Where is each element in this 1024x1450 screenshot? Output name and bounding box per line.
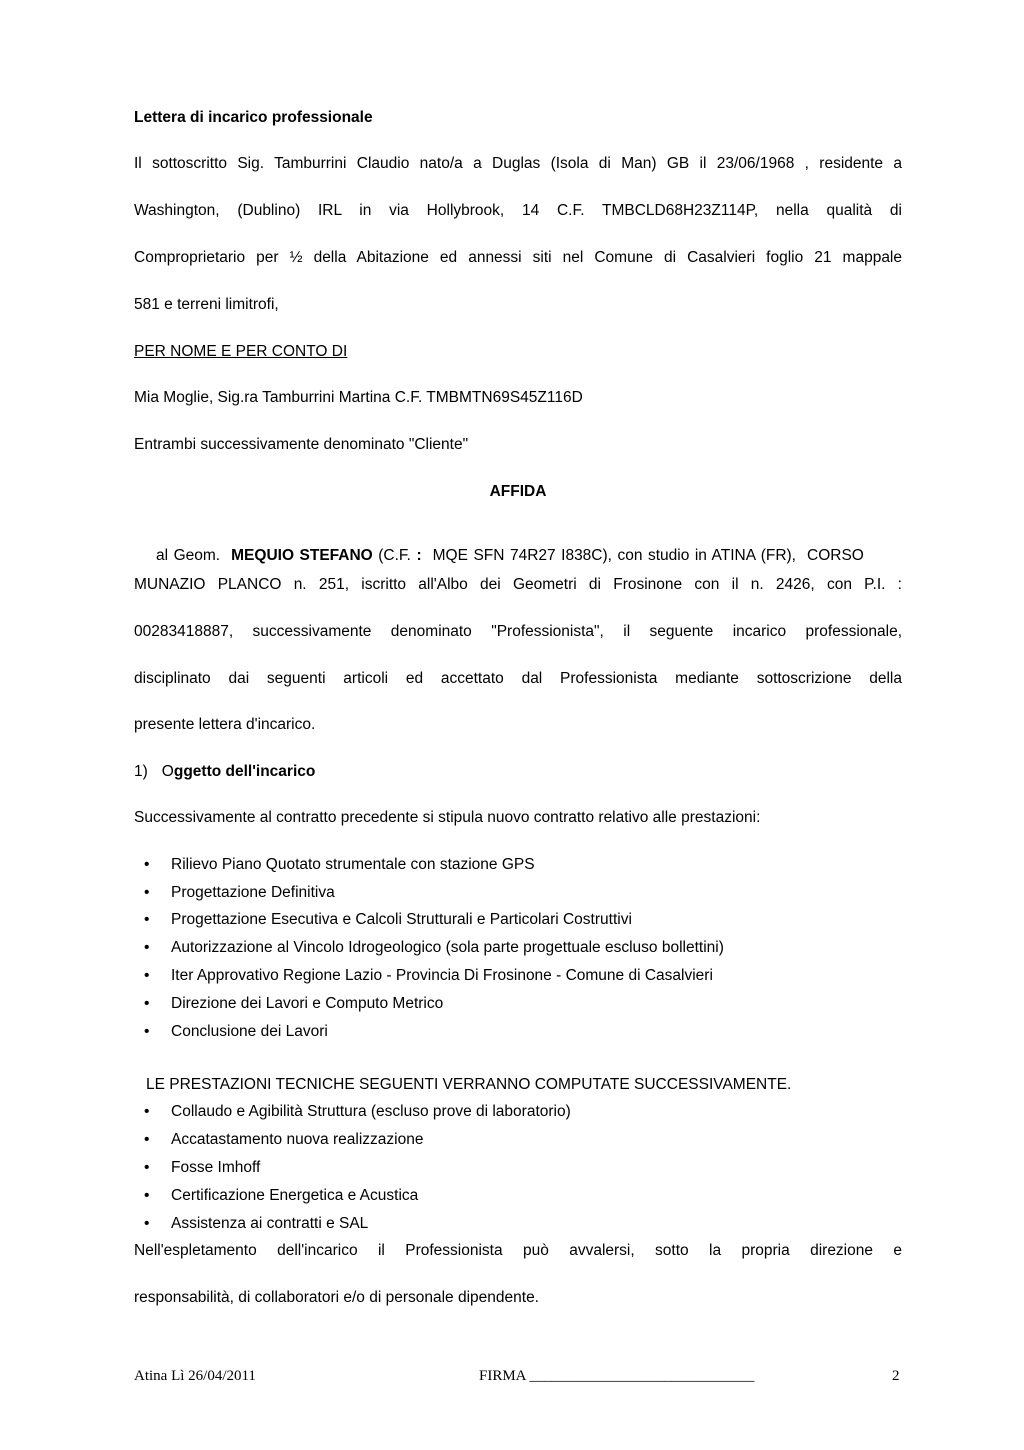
footer-page-number: 2 xyxy=(892,1368,900,1384)
bullet-icon: • xyxy=(144,1131,150,1148)
service-item: Direzione dei Lavori e Computo Metrico xyxy=(171,995,444,1012)
service-item: Progettazione Esecutiva e Calcoli Strutturali e Particolari Costruttivi xyxy=(171,911,632,928)
geom-rest: MQE SFN 74R27 I838C), con studio in ATINA (FR), CORSO xyxy=(421,547,864,564)
prof-line-4: presente lettera d'incarico. xyxy=(134,716,316,733)
contract-line: Successivamente al contratto precedente si stipula nuovo contratto relativo alle prestazioni: xyxy=(134,809,761,826)
later-service-item: Assistenza ai contratti e SAL xyxy=(171,1215,369,1232)
intro-line-2: Washington, (Dublino) IRL in via Hollybrook, 14 C.F. TMBCLD68H23Z114P, nella qualità di xyxy=(134,202,902,219)
footer-signature-line: FIRMA ______________________________ xyxy=(479,1368,755,1384)
later-heading: LE PRESTAZIONI TECNICHE SEGUENTI VERRANNO COMPUTATE SUCCESSIVAMENTE. xyxy=(146,1076,792,1093)
bullet-icon: • xyxy=(144,1215,150,1232)
section-number: 1) xyxy=(134,763,148,780)
bullet-icon: • xyxy=(144,939,150,956)
intro-line-4: 581 e terreni limitrofi, xyxy=(134,296,279,313)
wife-line: Mia Moglie, Sig.ra Tamburrini Martina C.F. TMBMTN69S45Z116D xyxy=(134,389,583,406)
prof-line-2: 00283418887, successivamente denominato "Professionista", il seguente incarico professionale, xyxy=(134,623,902,640)
bullet-icon: • xyxy=(144,911,150,928)
cliente-line: Entrambi successivamente denominato "Cliente" xyxy=(134,436,469,453)
service-item: Autorizzazione al Vincolo Idrogeologico (sola parte progettuale escluso bollettini) xyxy=(171,939,724,956)
geom-colon: : xyxy=(416,547,422,564)
per-nome-heading: PER NOME E PER CONTO DI xyxy=(134,343,348,360)
bullet-icon: • xyxy=(144,1159,150,1176)
geom-name: MEQUIO STEFANO xyxy=(231,547,373,564)
bullet-icon: • xyxy=(144,1023,150,1040)
bullet-icon: • xyxy=(144,856,150,873)
service-item: Progettazione Definitiva xyxy=(171,884,335,901)
footer-place-date: Atina Lì 26/04/2011 xyxy=(134,1368,256,1384)
later-service-item: Certificazione Energetica e Acustica xyxy=(171,1187,419,1204)
bullet-icon: • xyxy=(144,1187,150,1204)
later-service-item: Fosse Imhoff xyxy=(171,1159,261,1176)
later-service-item: Collaudo e Agibilità Struttura (escluso prove di laboratorio) xyxy=(171,1103,571,1120)
service-item: Iter Approvativo Regione Lazio - Provincia Di Frosinone - Comune di Casalvieri xyxy=(171,967,713,984)
intro-line-1: Il sottoscritto Sig. Tamburrini Claudio nato/a a Duglas (Isola di Man) GB il 23/06/1968 , residente a xyxy=(134,155,902,172)
bullet-icon: • xyxy=(144,995,150,1012)
prof-line-1: MUNAZIO PLANCO n. 251, iscritto all'Albo dei Geometri di Frosinone con il n. 2426, con P.I. : xyxy=(134,576,902,593)
later-service-item: Accatastamento nuova realizzazione xyxy=(171,1131,424,1148)
document-title: Lettera di incarico professionale xyxy=(134,109,373,126)
prof-line-3: disciplinato dai seguenti articoli ed accettato dal Professionista mediante sottoscrizione della xyxy=(134,670,902,687)
geom-line xyxy=(134,529,902,583)
geom-prefix: al Geom. xyxy=(156,547,232,564)
intro-line-3: Comproprietario per ½ della Abitazione ed annessi siti nel Comune di Casalvieri foglio 21 mappale xyxy=(134,249,902,266)
service-item: Rilievo Piano Quotato strumentale con stazione GPS xyxy=(171,856,535,873)
affida-heading: AFFIDA xyxy=(489,483,547,500)
bullet-icon: • xyxy=(144,1103,150,1120)
section-1-heading xyxy=(134,763,902,781)
section-first-letter: O xyxy=(161,763,174,780)
geom-cf-open: (C.F. xyxy=(372,547,417,564)
bullet-icon: • xyxy=(144,884,150,901)
bullet-icon: • xyxy=(144,967,150,984)
service-item: Conclusione dei Lavori xyxy=(171,1023,328,1040)
section-title: ggetto dell'incarico xyxy=(173,763,316,780)
closing-line-2: responsabilità, di collaboratori e/o di personale dipendente. xyxy=(134,1289,539,1306)
closing-line-1: Nell'espletamento dell'incarico il Professionista può avvalersi, sotto la propria direzione e xyxy=(134,1242,902,1259)
